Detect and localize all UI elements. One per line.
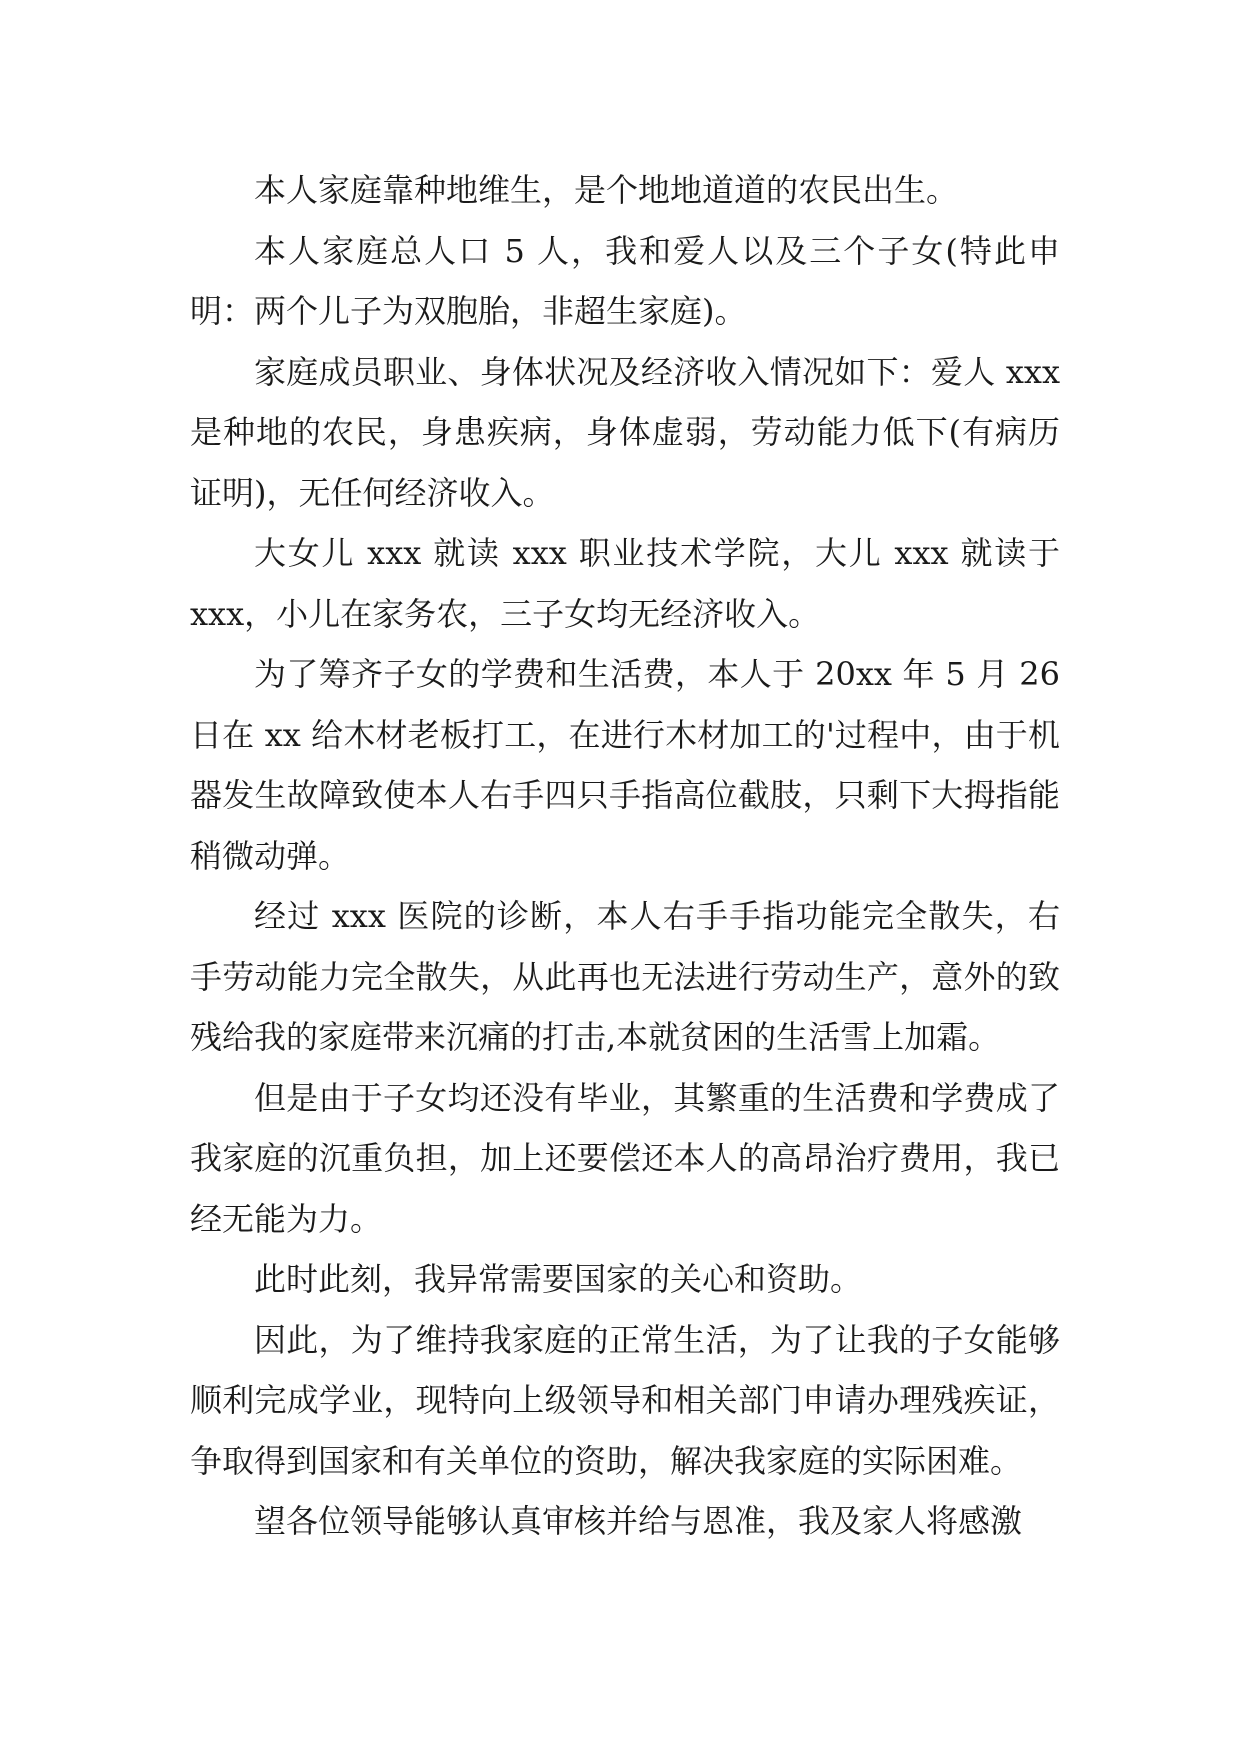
paragraph-5: 为了筹齐子女的学费和生活费，本人于 20xx 年 5 月 26 日在 xx 给木材老板打工，在进行木材加工的'过程中，由于机器发生故障致使本人右手四只手指高位截肢，只剩下大拇指能稍微动弹。 — [190, 655, 1060, 875]
paragraph-3: 家庭成员职业、身体状况及经济收入情况如下：爱人 xxx 是种地的农民，身患疾病，身体虚弱，劳动能力低下(有病历证明)，无任何经济收入。 — [190, 352, 1060, 512]
paragraph-9: 因此，为了维持我家庭的正常生活，为了让我的子女能够顺利完成学业，现特向上级领导和相关部门申请办理残疾证，争取得到国家和有关单位的资助，解决我家庭的实际困难。 — [190, 1320, 1060, 1480]
paragraph-7: 但是由于子女均还没有毕业，其繁重的生活费和学费成了我家庭的沉重负担，加上还要偿还本人的高昂治疗费用，我已经无能为力。 — [190, 1078, 1060, 1238]
paragraph-2: 本人家庭总人口 5 人，我和爱人以及三个子女(特此申明：两个儿子为双胞胎，非超生家庭)。 — [190, 231, 1060, 330]
paragraph-8: 此时此刻，我异常需要国家的关心和资助。 — [254, 1260, 863, 1298]
document-body — [190, 160, 1060, 1552]
paragraph-4: 大女儿 xxx 就读 xxx 职业技术学院，大儿 xxx 就读于 xxx，小儿在家务农，三子女均无经济收入。 — [190, 534, 1060, 633]
paragraph-6: 经过 xxx 医院的诊断，本人右手手指功能完全散失，右手劳动能力完全散失，从此再也无法进行劳动生产，意外的致残给我的家庭带来沉痛的打击,本就贫困的生活雪上加霜。 — [190, 897, 1060, 1056]
paragraph-1: 本人家庭靠种地维生，是个地地道道的农民出生。 — [254, 171, 959, 209]
paragraph-10: 望各位领导能够认真审核并给与恩准，我及家人将感激 — [254, 1502, 1023, 1540]
